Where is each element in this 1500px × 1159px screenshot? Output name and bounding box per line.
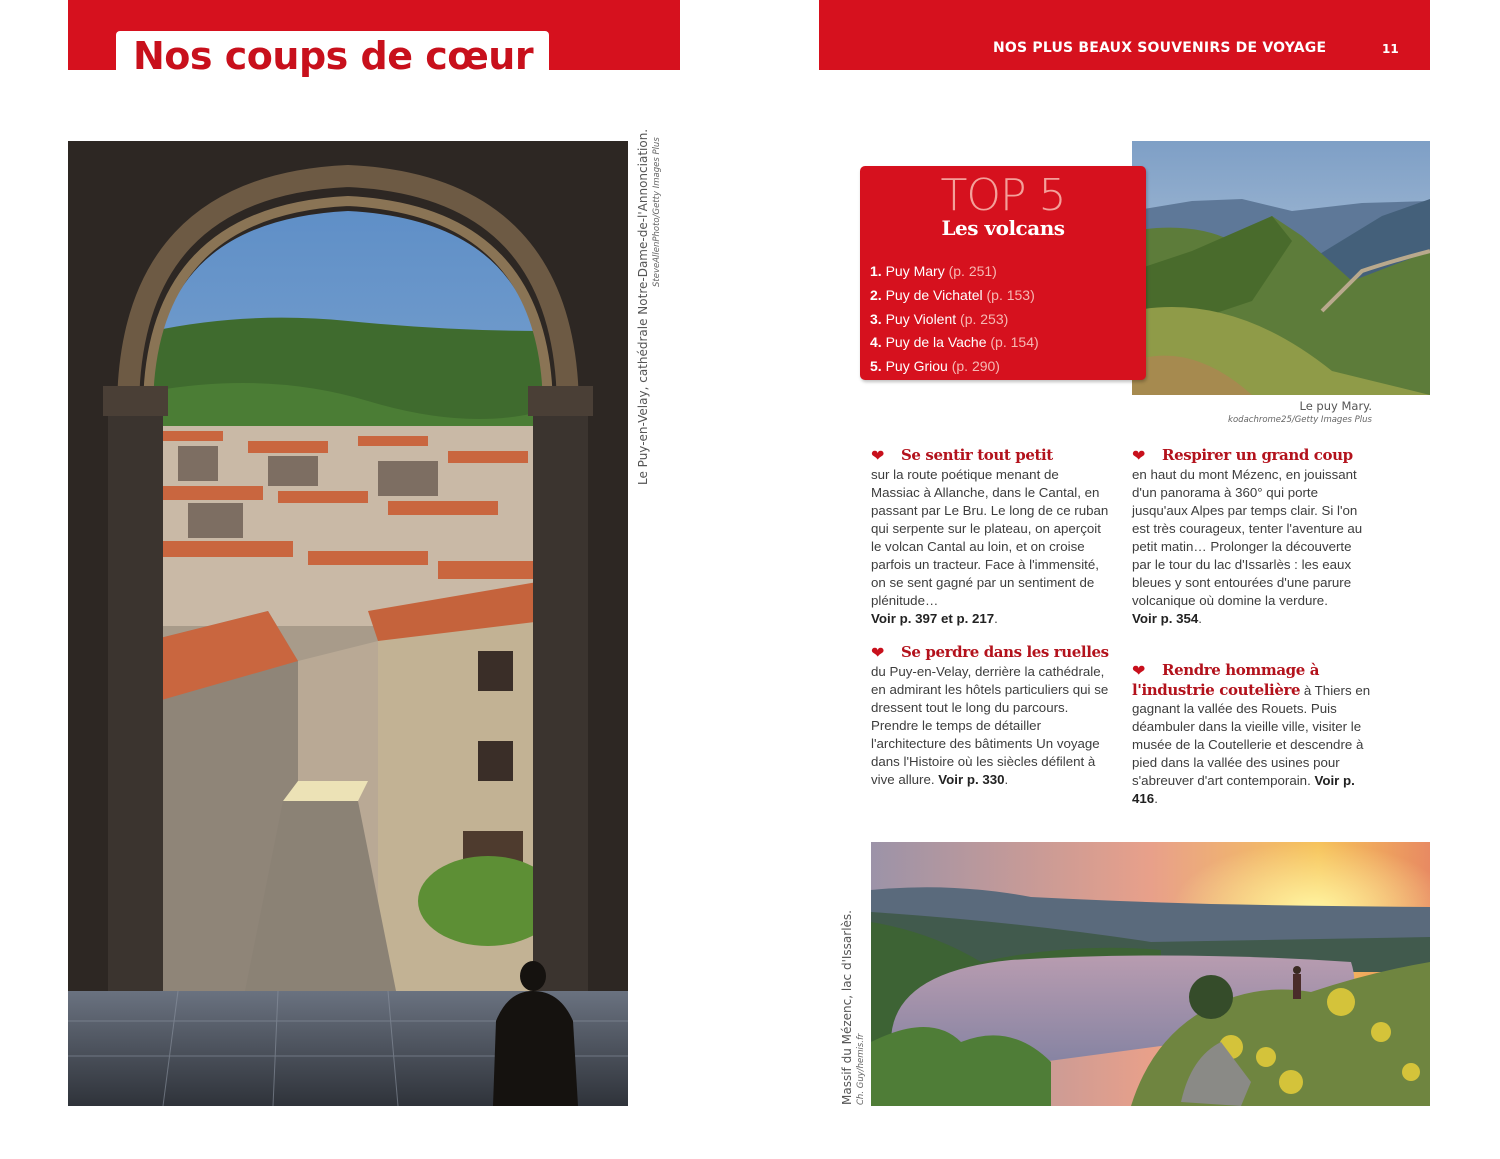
caption-credit: SteveAllenPhoto/Getty Images Plus xyxy=(652,137,662,287)
photo-caption-puy-mary xyxy=(1132,399,1372,425)
top5-subheading: Les volcans xyxy=(941,216,1065,240)
article-se-perdre-dans-les-ruelles: ❤ Se perdre dans les ruelles du Puy-en-Velay, derrière la cathédrale, en admirant les hôtels particuliers qui se dressent tout le long du parcours. Prendre le temps de détailler l'architecture des bâtiments Un voyage dans l'Histoire où les siècles défilent à vive allure. Voir p. 330. xyxy=(871,643,1109,787)
caption-text: Le Puy-en-Velay, cathédrale Notre-Dame-de-l'Annonciation. xyxy=(636,128,650,485)
photo-caption-lac-d-issarles xyxy=(840,910,870,1105)
article-rendre-hommage: ❤ Rendre hommage à l'industrie coutelière à Thiers en gagnant la vallée des Rouets. Puis déambuler dans la vieille ville, visiter le musée de la Coutellerie et descendre à pied dans la vallée des usines pour s'abreuver d'art contemporain. Voir p. 416. xyxy=(1132,661,1371,806)
heart-icon: ❤ xyxy=(1132,448,1146,465)
top5-heading: TOP 5 xyxy=(940,170,1066,221)
heart-icon: ❤ xyxy=(871,645,885,662)
running-head: NOS PLUS BEAUX SOUVENIRS DE VOYAGE xyxy=(993,40,1327,56)
page-number: 11 xyxy=(1382,42,1399,56)
article-body: à Thiers en gagnant la vallée des Rouets. Puis déambuler dans la vieille ville, visiter le musée de la Coutellerie et descendre à pied dans la vallée des usines pour s'abreuver d'art contemporain. xyxy=(1132,683,1371,788)
top5-item: 3. Puy Violent (p. 253) xyxy=(870,310,1009,327)
top5-box xyxy=(860,166,1146,380)
article-body: du Puy-en-Velay, derrière la cathédrale, en admirant les hôtels particuliers qui se dressent tout le long du parcours. Prendre le temps de détailler l'architecture des bâtiments Un voyage dans l'Histoire où les siècles défilent à vive allure. xyxy=(871,664,1109,787)
heart-icon: ❤ xyxy=(1132,663,1146,680)
photo-caption-le-puy xyxy=(636,128,666,487)
article-body: sur la route poétique menant de Massiac à Allanche, dans le Cantal, en passant par Le Bru. Le long de ce ruban qui serpente sur le plateau, on aperçoit le volcan Cantal au loin, et on croise parfois un tracteur. Face à l'immensité, on se sent gagné par un sentiment de plénitude… xyxy=(871,467,1109,608)
article-se-sentir-tout-petit: ❤ Se sentir tout petit sur la route poétique menant de Massiac à Allanche, dans le Cantal, en passant par Le Bru. Le long de ce ruban qui serpente sur le plateau, on aperçoit le volcan Cantal au loin, et on croise parfois un tracteur. Face à l'immensité, on se sent gagné par un sentiment de plénitude… Voir p. 397 et p. 217. xyxy=(871,446,1109,626)
top5-item: 1. Puy Mary (p. 251) xyxy=(870,263,997,279)
page-reference: Voir p. 397 et p. 217 xyxy=(871,611,995,626)
article-headline: Se sentir tout petit xyxy=(901,446,1053,464)
page-reference: Voir p. 354 xyxy=(1132,611,1199,626)
right-header-band xyxy=(819,0,1430,70)
photo-puy-mary xyxy=(1132,141,1430,395)
caption-credit: Ch. Guy/hemis.fr xyxy=(856,1033,866,1105)
section-title: Nos coups de cœur xyxy=(133,34,534,78)
photo-lac-d-issarles xyxy=(871,842,1430,1106)
article-headline: Se perdre dans les ruelles xyxy=(901,643,1109,661)
article-respirer-un-grand-coup: ❤ Respirer un grand coup en haut du mont Mézenc, en jouissant d'un panorama à 360° qui porte jusqu'aux Alpes par temps clair. Si l'on est très courageux, tenter l'aventure au petit matin… Prolonger la découverte par le tour du lac d'Issarlès : les eaux bleues y sont entourées d'une parure volcanique où domine la verdure. Voir p. 354. xyxy=(1132,446,1363,626)
photo-le-puy-en-velay xyxy=(68,141,628,1106)
caption-text: Le puy Mary. xyxy=(1299,399,1372,413)
article-headline: Rendre hommage à l'industrie coutelière xyxy=(1132,661,1320,699)
top5-item: 2. Puy de Vichatel (p. 153) xyxy=(870,286,1035,303)
top5-item: 4. Puy de la Vache (p. 154) xyxy=(870,334,1039,351)
top5-list xyxy=(870,260,1039,379)
caption-text: Massif du Mézenc, lac d'Issarlès. xyxy=(840,910,854,1105)
article-headline: Respirer un grand coup xyxy=(1162,446,1353,464)
article-body: en haut du mont Mézenc, en jouissant d'un panorama à 360° qui porte jusqu'aux Alpes par temps clair. Si l'on est très courageux, tenter l'aventure au petit matin… Prolonger la découverte par le tour du lac d'Issarlès : les eaux bleues y sont entourées d'une parure volcanique où domine la verdure. xyxy=(1132,467,1363,608)
page-reference: Voir p. 330 xyxy=(938,772,1005,787)
heart-icon: ❤ xyxy=(871,448,885,465)
caption-credit: kodachrome25/Getty Images Plus xyxy=(1228,415,1372,425)
top5-item: 5. Puy Griou (p. 290) xyxy=(870,358,1000,375)
page-reference: Voir p. 416 xyxy=(1132,773,1355,806)
